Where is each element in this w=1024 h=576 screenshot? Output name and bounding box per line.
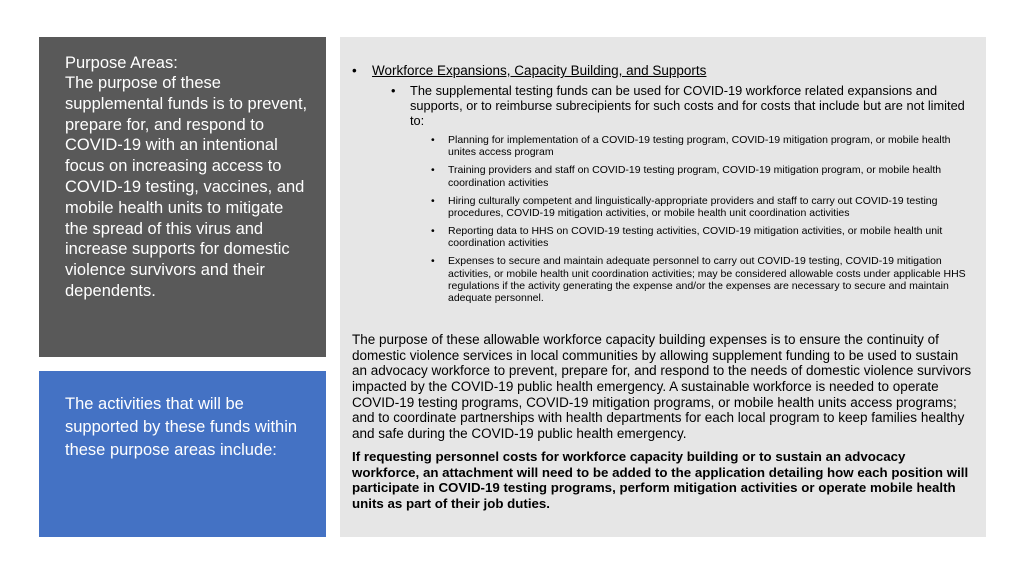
activities-panel: [39, 371, 326, 537]
supplemental-funds-text: The supplemental testing funds can be used for COVID-19 workforce related expansions and supports, or to reimburse subrecipients for such costs and for costs that include but are not limited to:: [410, 83, 965, 128]
bullet-icon: •: [431, 164, 435, 177]
workforce-title: Workforce Expansions, Capacity Building, and Supports: [372, 63, 707, 78]
bullet-icon: •: [431, 134, 435, 146]
bullet-icon: •: [431, 194, 435, 207]
bullet-icon: •: [431, 224, 435, 237]
bullet-icon: •: [391, 83, 396, 98]
purpose-paragraph: The purpose of these allowable workforce capacity building expenses is to ensure the continuity of domestic violence services in local communities by allowing supplement funding to be used to sustain an advocacy workforce to prevent, prepare for, and respond to the needs of domestic violence survivors impacted by the COVID-19 public health emergency. A sustainable workforce is needed to operate COVID-19 testing programs, COVID-19 mitigation programs, or mobile health units access programs; and to coordinate partnerships with health departments for each local program to keep families healthy and safe during the COVID-19 public health emergency.: [352, 331, 972, 442]
list-item: [431, 134, 976, 159]
list-item-text: Hiring culturally competent and linguistically-appropriate providers and staff to carry out COVID-19 testing procedures, COVID-19 mitigation activities, or mobile health unit coordination activities: [448, 194, 938, 220]
list-item: [431, 195, 976, 220]
purpose-areas-heading: Purpose Areas:: [65, 54, 178, 72]
purpose-areas-text: The purpose of these supplemental funds is to prevent, prepare for, and respond to COVID-19 with an intentional focus on increasing access to COVID-19 testing, vaccines, and mobile health units to mitigate the spread of this virus and increase supports for domestic violence survivors and their dependents.: [65, 74, 308, 300]
workforce-bullet: [352, 63, 976, 79]
list-item-text: Reporting data to HHS on COVID-19 testing activities, COVID-19 mitigation activities, or mobile health unit coordination activities: [448, 224, 943, 250]
bullet-icon: •: [431, 255, 435, 268]
list-item-text: Expenses to secure and maintain adequate personnel to carry out COVID-19 testing, COVID-19 mitigation activities, or mobile health unit coordination activities; may be considered allowable costs under applicable HHS regulations if the activity generating the expense and/or the expenses are necessary to secure and maintain adequate personnel.: [448, 255, 966, 305]
personnel-cost-note: If requesting personnel costs for workforce capacity building or to sustain an advocacy workforce, an attachment will need to be added to the application detailing how each position will participate in COVID-19 testing programs, perform mitigation activities or operate mobile health units as part of their job duties.: [352, 448, 969, 511]
list-item: [431, 164, 976, 189]
workforce-details-panel: [340, 37, 986, 537]
allowable-costs-list: [431, 134, 976, 305]
list-item: [431, 255, 976, 305]
list-item-text: Planning for implementation of a COVID-19 testing program, COVID-19 mitigation program, or mobile health unites access program: [448, 134, 951, 159]
activities-intro-text: The activities that will be supported by these funds within these purpose areas include:: [65, 395, 298, 459]
list-item: [431, 225, 976, 250]
purpose-areas-panel: [39, 37, 326, 357]
supplemental-funds-bullet: [391, 83, 976, 128]
list-item-text: Training providers and staff on COVID-19 testing program, COVID-19 mitigation program, or mobile health coordination activities: [448, 164, 942, 189]
bullet-icon: •: [352, 63, 357, 78]
